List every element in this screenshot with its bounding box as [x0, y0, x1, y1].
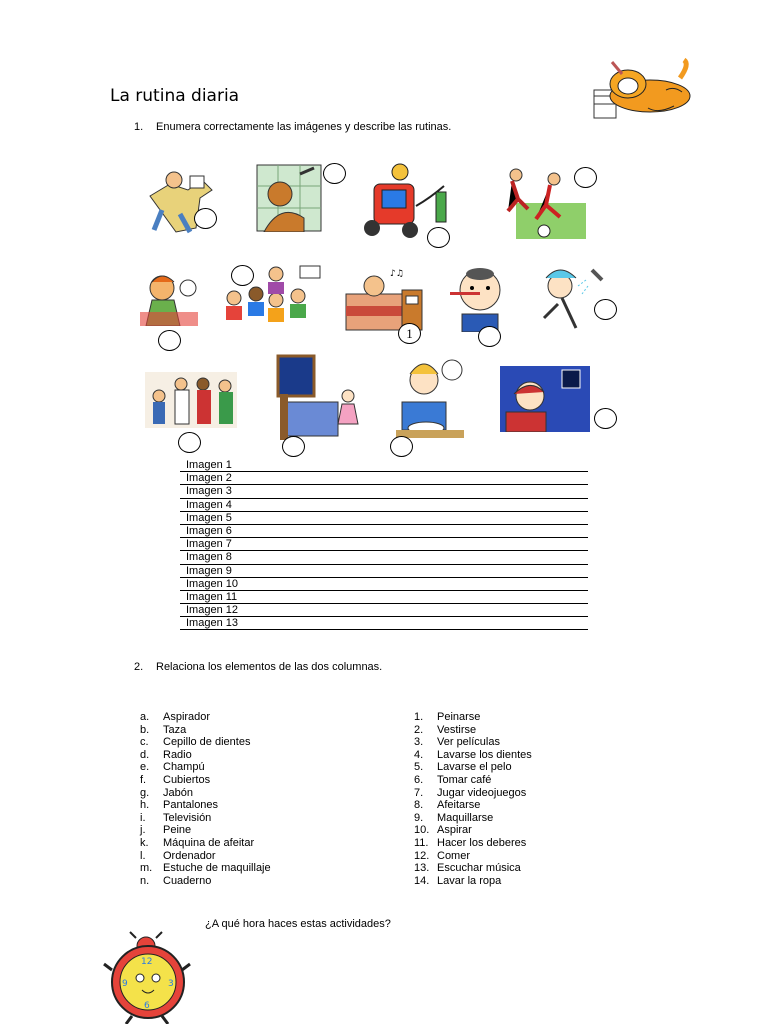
- answer-line[interactable]: Imagen 1: [180, 459, 588, 472]
- right-column-item: [414, 724, 614, 737]
- item-text: Hacer los deberes: [437, 836, 527, 849]
- answer-circle[interactable]: [323, 163, 346, 184]
- item-text: Escuchar música: [437, 862, 521, 875]
- item-text: Aspirar: [437, 824, 472, 837]
- item-text: Cubiertos: [163, 773, 211, 786]
- exercise-1-instruction: Enumera correctamente las imágenes y describe las rutinas.: [156, 121, 452, 133]
- item-text: Cuaderno: [163, 874, 212, 887]
- item-text: Champú: [163, 761, 205, 774]
- item-label: g.: [140, 786, 150, 799]
- item-text: Televisión: [163, 811, 212, 824]
- item-label: 10.: [414, 824, 430, 837]
- item-text: Aspirador: [163, 711, 211, 723]
- right-column-item: [414, 799, 614, 812]
- family-clipart: [145, 372, 237, 428]
- item-label: h.: [140, 799, 150, 812]
- exercise-2-number: 2.: [134, 661, 144, 673]
- item-text: Ver películas: [437, 736, 500, 749]
- item-label: 3.: [414, 736, 424, 749]
- answer-circle[interactable]: [574, 167, 597, 188]
- left-column-item: [140, 724, 360, 737]
- exercise-3-question: ¿A qué hora haces estas actividades?: [205, 918, 391, 930]
- right-column-item: [414, 774, 614, 787]
- right-column-item: [414, 837, 614, 850]
- answer-circle[interactable]: [594, 408, 617, 429]
- left-column-item: [140, 761, 360, 774]
- svg-text:♪♫: ♪♫: [390, 269, 404, 279]
- item-text: Máquina de afeitar: [163, 836, 255, 849]
- answer-circle[interactable]: [231, 265, 254, 286]
- item-label: 9.: [414, 811, 424, 824]
- item-text: Peinarse: [437, 711, 481, 723]
- item-label: k.: [140, 836, 149, 849]
- item-text: Peine: [163, 824, 192, 837]
- brushing-teeth-clipart: [444, 266, 516, 332]
- right-column: [414, 711, 614, 887]
- right-column-item: [414, 761, 614, 774]
- answer-circle[interactable]: [390, 436, 413, 457]
- answer-line[interactable]: Imagen 7: [180, 538, 588, 551]
- item-label: 13.: [414, 862, 430, 875]
- item-text: Taza: [163, 723, 187, 736]
- item-label: a.: [140, 711, 150, 723]
- item-label: 8.: [414, 799, 424, 812]
- item-text: Tomar café: [437, 773, 492, 786]
- item-text: Jugar videojuegos: [437, 786, 527, 799]
- left-column-item: [140, 799, 360, 812]
- answer-lines: [180, 459, 588, 630]
- item-label: 4.: [414, 748, 424, 761]
- item-label: 14.: [414, 874, 430, 887]
- item-label: 2.: [414, 723, 424, 736]
- item-text: Jabón: [163, 786, 193, 799]
- item-text: Ordenador: [163, 849, 216, 862]
- item-label: 6.: [414, 773, 424, 786]
- item-label: 12.: [414, 849, 430, 862]
- item-label: b.: [140, 723, 150, 736]
- right-column-item: [414, 787, 614, 800]
- exercise-2-instruction: Relaciona los elementos de las dos columnas.: [156, 661, 383, 673]
- item-label: j.: [140, 824, 146, 837]
- left-column-item: [140, 850, 360, 863]
- clock-number-3: 3: [168, 979, 174, 989]
- clock-clipart: [102, 930, 194, 1024]
- right-column-item: [414, 824, 614, 837]
- left-column-item: [140, 862, 360, 875]
- item-text: Estuche de maquillaje: [163, 862, 271, 875]
- left-column-item: [140, 824, 360, 837]
- item-text: Lavarse el pelo: [437, 761, 512, 774]
- answer-line[interactable]: Imagen 10: [180, 578, 588, 591]
- answer-line[interactable]: Imagen 3: [180, 485, 588, 498]
- answer-circle[interactable]: [178, 432, 201, 453]
- answer-circle-filled[interactable]: 1: [398, 323, 421, 344]
- item-text: Cepillo de dientes: [163, 736, 251, 749]
- answer-line[interactable]: Imagen 12: [180, 604, 588, 617]
- sleeping-cat-clipart: [588, 56, 698, 122]
- answer-circle[interactable]: [282, 436, 305, 457]
- left-column-item: [140, 837, 360, 850]
- answer-line[interactable]: Imagen 2: [180, 472, 588, 485]
- item-text: Lavarse los dientes: [437, 748, 532, 761]
- clock-number-9: 9: [122, 979, 128, 989]
- answer-circle[interactable]: [194, 208, 217, 229]
- right-column-item: [414, 812, 614, 825]
- left-column-item: [140, 736, 360, 749]
- left-column-item: [140, 711, 360, 724]
- item-text: Afeitarse: [437, 799, 481, 812]
- answer-line[interactable]: Imagen 6: [180, 525, 588, 538]
- right-column-item: [414, 711, 614, 724]
- shower-clipart: [256, 164, 322, 232]
- item-text: Pantalones: [163, 799, 219, 812]
- answer-line[interactable]: Imagen 8: [180, 551, 588, 564]
- item-label: i.: [140, 811, 146, 824]
- answer-circle[interactable]: [427, 227, 450, 248]
- item-label: 5.: [414, 761, 424, 774]
- right-column-item: [414, 749, 614, 762]
- item-text: Maquillarse: [437, 811, 494, 824]
- item-label: l.: [140, 849, 146, 862]
- left-column-item: [140, 787, 360, 800]
- answer-line[interactable]: Imagen 4: [180, 499, 588, 512]
- item-label: 11.: [414, 836, 429, 849]
- answer-line[interactable]: Imagen 9: [180, 565, 588, 578]
- item-label: m.: [140, 862, 153, 875]
- right-column-item: [414, 875, 614, 888]
- left-column-item: [140, 875, 360, 888]
- answer-line[interactable]: Imagen 5: [180, 512, 588, 525]
- left-column-item: [140, 749, 360, 762]
- item-label: c.: [140, 736, 149, 749]
- item-label: n.: [140, 874, 150, 887]
- clock-number-6: 6: [144, 1001, 150, 1011]
- exercise-1-number: 1.: [134, 121, 144, 133]
- item-label: 1.: [414, 711, 424, 723]
- item-label: f.: [140, 773, 147, 786]
- answer-circle[interactable]: [478, 326, 501, 347]
- left-column-item: [140, 812, 360, 825]
- item-text: Comer: [437, 849, 471, 862]
- right-column-item: [414, 862, 614, 875]
- page-title: La rutina diaria: [110, 86, 240, 106]
- answer-line[interactable]: Imagen 11: [180, 591, 588, 604]
- item-label: e.: [140, 761, 150, 774]
- item-text: Vestirse: [437, 723, 477, 736]
- answer-circle[interactable]: [158, 330, 181, 351]
- right-column-item: [414, 736, 614, 749]
- combing-hair-clipart: [140, 268, 198, 326]
- right-column-item: [414, 850, 614, 863]
- eating-clipart: [396, 356, 464, 438]
- item-label: d.: [140, 748, 150, 761]
- item-text: Radio: [163, 748, 192, 761]
- answer-circle[interactable]: [594, 299, 617, 320]
- item-label: 7.: [414, 786, 424, 799]
- item-text: Lavar la ropa: [437, 874, 502, 887]
- answer-line[interactable]: Imagen 13: [180, 617, 588, 630]
- homework-clipart: [500, 366, 590, 432]
- left-column: [140, 711, 360, 887]
- left-column-item: [140, 774, 360, 787]
- clock-number-12: 12: [141, 957, 153, 967]
